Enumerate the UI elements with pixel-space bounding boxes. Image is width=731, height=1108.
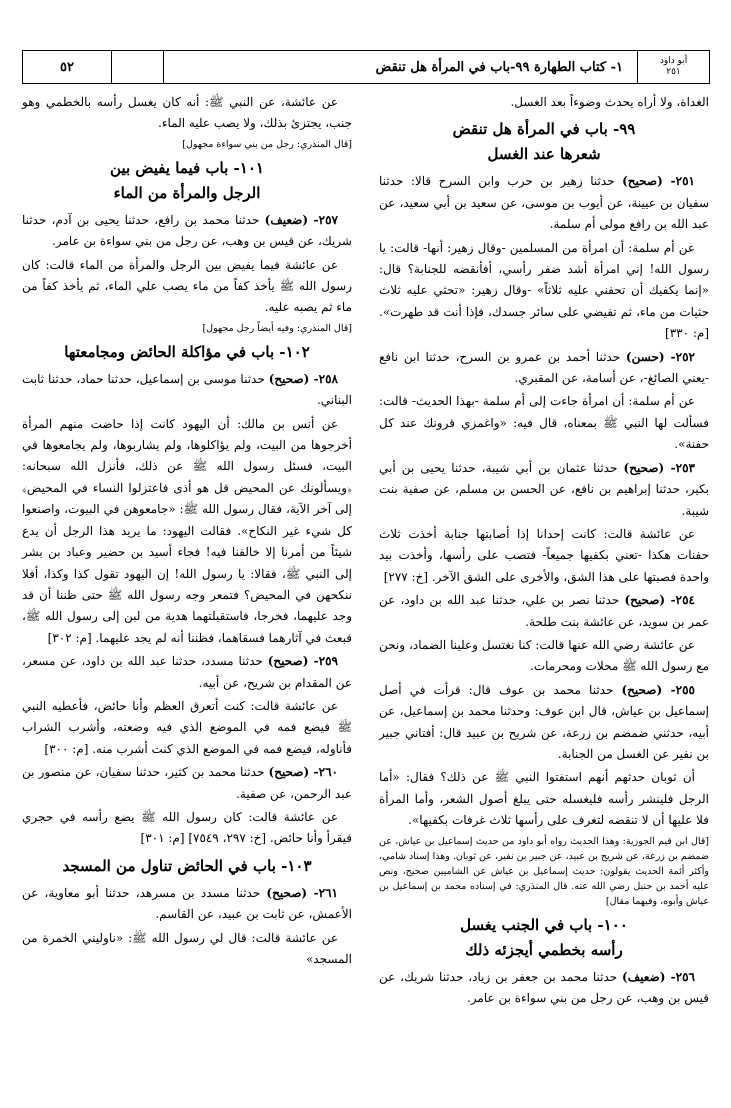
hadith-259: ٢٥٩- (صحيح) حدثنا مسدد، حدثنا عبد الله بن داود، عن مسعر، عن المقدام بن شريح، عن أبيه. [22, 654, 352, 690]
header-spacer [111, 51, 163, 83]
scholar-note: [قال ابن قيم الجوزية: وهذا الحديث رواه أبو داود من حديث إسماعيل بن عياش، عن ضمضم بن زرعة، عن شريح بن عبيد، عن جبير بن نفير، عن ثوبان. وهذا إسناد شامي، وأكثر أئمة الحديث يقولون: حديث إسماعيل بن عياش عن الشاميين صحيح، ونص عليه أحمد بن حنبل رضي الله عنه. قال المنذري: في إسناده محمد بن إسماعيل بن عياش وأبوه، وفيهما مقال] [379, 835, 709, 907]
page-number: ٥٢ [60, 59, 74, 75]
hadith-grade: ٢٥١- (صحيح) [622, 174, 695, 189]
paragraph: الغداة، ولا أراه يحدث وضوءاً بعد الغسل. [510, 95, 709, 109]
hadith-253: ٢٥٣- (صحيح) حدثنا عثمان بن أبي شيبة، حدثنا يحيى بن أبي بكير، حدثنا إبراهيم بن نافع، عن الحسن بن مسلم، عن صفية بنت شيبة. [379, 460, 709, 518]
hadith-grade: ٢٥٤- (صحيح) [624, 593, 695, 608]
hadith-text: عن أم سلمة: أن امرأة من المسلمين -وقال زهير: أنها- قالت: يا رسول الله! إني امرأة أشد ضفر رأسي، أفأنقضه للجنابة؟ قال: «إنما يكفيك أن تحفني عليه ثلاثاً» -وقال زهير: «تحثي عليه ثلاث حثيات من ماء، ثم تفيضي على سائر جسدك، فإذا أنت قد طهرت». [م: ٣٣٠] [379, 240, 709, 341]
book-info-cell [637, 51, 709, 83]
hadith-258: ٢٥٨- (صحيح) حدثنا موسى بن إسماعيل، حدثنا حماد، حدثنا ثابت البناني. [22, 371, 352, 408]
hadith-252: ٢٥٢- (حسن) حدثنا أحمد بن عمرو بن السرح، حدثنا ابن نافع -يعني الصائغ-، عن أسامة، عن المقبري. [379, 349, 709, 386]
chapter-heading-102: ١٠٢- باب في مؤاكلة الحائض ومجامعتها [64, 342, 310, 361]
hadith-text: عن عائشة فيما يفيض بين الرجل والمرأة من الماء قالت: كان رسول الله ﷺ يأخذ كفاً من ماء يصب علي الماء، ثم يأخذ كفاً من ماء ثم يصبه عليه. [22, 257, 352, 315]
hadith-text: عن عائشة رضي الله عنها قالت: كنا نغتسل وعلينا الضماد، ونحن مع رسول الله ﷺ محلات ومحرمات. [379, 637, 709, 674]
hadith-text: عن أم سلمة: أن امرأة جاءت إلى أم سلمة -بهذا الحديث- قالت: فسألت لها النبي ﷺ بمعناه، قال فيه: «واغمزي قرونك عند كل حفنة». [379, 394, 709, 452]
hadith-grade: ٢٦٠- (صحيح) [268, 765, 338, 780]
hadith-text: عن عائشة قالت: كان رسول الله ﷺ يضع رأسه في حجري فيقرأ وأنا حائض. [خ: ٢٩٧، ٧٥٤٩] [م: ٣٠١] [22, 809, 352, 846]
page-header [22, 50, 710, 84]
hadith-254: ٢٥٤- (صحيح) حدثنا نصر بن علي، حدثنا عبد الله بن داود، عن عمر بن سويد، عن عائشة بنت طلحة. [379, 593, 709, 629]
hadith-text: عن عائشة قالت: كانت إحدانا إذا أصابتها جنابة أخذت ثلاث حفنات هكذا -تعني بكفيها جميعاً- فتصب على رأسها، وأخذت بيد واحدة فصبتها على هذا الشق، والأخرى على الشق الآخر. [خ: ٢٧٧] [379, 526, 709, 584]
hadith-grade: ٢٥٩- (صحيح) [267, 654, 338, 669]
hadith-255: ٢٥٥- (صحيح) حدثنا محمد بن عوف قال: قرأت في أصل إسماعيل بن عياش، قال ابن عوف: وحدثنا محمد بن إسماعيل، عن أبيه، حدثني ضمضم بن زرعة، عن شريح بن عبيد قال: أفتاني جبير بن نفير عن الغسل من الجنابة. [379, 682, 709, 761]
hadith-261: ٢٦١- (صحيح) حدثنا مسدد بن مسرهد، حدثنا أبو معاوية، عن الأعمش، عن ثابت بن عبيد، عن القاسم. [22, 885, 352, 922]
hadith-grade: ٢٥٢- (حسن) [625, 349, 695, 364]
hadith-text: عن عائشة، عن النبي ﷺ: أنه كان يغسل رأسه بالخطمي وهو جنب، يجتزئ بذلك، ولا يصب عليه الماء. [22, 95, 352, 131]
chapter-heading-101: ١٠١- باب فيما يفيض بين الرجل والمرأة من الماء [110, 158, 264, 202]
hadith-text: عن عائشة قالت: كنت أتعرق العظم وأنا حائض، فأعطيه النبي ﷺ فيضع فمه في الموضع الذي فيه وضعته، وأشرب الشراب فأناوله، فيضع فمه في الموضع الذي كنت أشرب منه. [م: ٣٠٠] [22, 698, 352, 756]
chapter-title: ١- كتاب الطهارة ٩٩-باب في المرأة هل تنقض [163, 51, 637, 83]
chapter-heading-103: ١٠٣- باب في الحائض تناول من المسجد [62, 856, 312, 875]
hadith-grade: ٢٥٣- (صحيح) [623, 460, 695, 475]
hadith-grade: ٢٥٥- (صحيح) [621, 682, 695, 697]
scholar-note: [قال المنذري: وفيه أيضاً رجل مجهول] [202, 322, 352, 334]
book-name: أبو داود [659, 56, 688, 66]
right-column [379, 92, 709, 1011]
hadith-grade: ٢٦١- (صحيح) [266, 885, 338, 900]
hadith-256: ٢٥٦- (ضعيف) حدثنا محمد بن جعفر بن زياد، حدثنا شريك، عن قيس بن وهب، عن رجل من بني سواءة بن عامر. [379, 969, 709, 1005]
scholar-note: [قال المنذري: رجل من بني سواءة مجهول] [182, 138, 352, 150]
book-number: ٢٥١ [666, 67, 681, 77]
hadith-260: ٢٦٠- (صحيح) حدثنا محمد بن كثير، حدثنا سفيان، عن منصور بن عبد الرحمن، عن صفية. [22, 765, 352, 801]
chapter-heading-100: ١٠٠- باب في الجنب يغسل رأسه بخطمي أيجزئه ذلك [460, 915, 628, 959]
hadith-grade: ٢٥٦- (ضعيف) [622, 969, 695, 984]
hadith-text: عن أنس بن مالك: أن اليهود كانت إذا حاضت منهم المرأة أخرجوها من البيت، ولم يؤاكلوها، ولم يشاربوها، ولم يجامعوها في البيت، فسئل رسول الله ﷺ عن ذلك، فأنزل الله سبحانه: ﴿ويسألونك عن المحيض قل هو أذى فاعتزلوا النساء في المحيض﴾ إلى آخر الآية، فقال رسول الله ﷺ: «جامعوهن في البيوت، واصنعوا كل شيء غير النكاح». فقالت اليهود: ما يريد هذا الرجل أن يدع شيئاً من أمرنا إلا خالفنا فيه! فجاء أسيد بن حضير وعباد بن بشر إلى النبي ﷺ، فقالا: يا رسول الله! إن اليهود تقول كذا وكذا، أفلا ننكحهن في المحيض؟ فتمعر وجه رسول الله ﷺ حتى ظننا أن قد وجد عليهما، فخرجا، فاستقبلتهما هدية من لبن إلى رسول الله ﷺ، فبعث في آثارهما فسقاهما، فظننا أنه لم يجد عليهما. [م: ٣٠٢] [22, 416, 352, 645]
chapter-heading-99: ٩٩- باب في المرأة هل تنقض شعرها عند الغسل [452, 120, 636, 164]
hadith-251: ٢٥١- (صحيح) حدثنا زهير بن حرب وابن السرح قالا: حدثنا سفيان بن عيينة، عن أيوب بن موسى، عن سعيد بن أبي سعيد، عن عبد الله بن رافع مولى أم سلمة. [379, 174, 709, 232]
left-column [22, 92, 352, 972]
hadith-text: عن عائشة قالت: قال لي رسول الله ﷺ: «ناوليني الخمرة من المسجد» [22, 930, 352, 966]
hadith-text: أن ثوبان حدثهم أنهم استفتوا النبي ﷺ عن ذلك؟ فقال: «أما الرجل فلينشر رأسه فليغسله حتى يبلغ أصول الشعر، وأما المرأة فلا عليها أن لا تنقضه لتغرف على رأسها ثلاث غرفات بكفيها». [379, 770, 709, 828]
hadith-grade: ٢٥٨- (صحيح) [268, 371, 338, 386]
hadith-grade: ٢٥٧- (ضعيف) [264, 212, 338, 227]
hadith-257: ٢٥٧- (ضعيف) حدثنا محمد بن رافع، حدثنا يحيى بن آدم، حدثنا شريك، عن قيس بن وهب، عن رجل من بني سواءة بن عامر. [22, 212, 352, 249]
